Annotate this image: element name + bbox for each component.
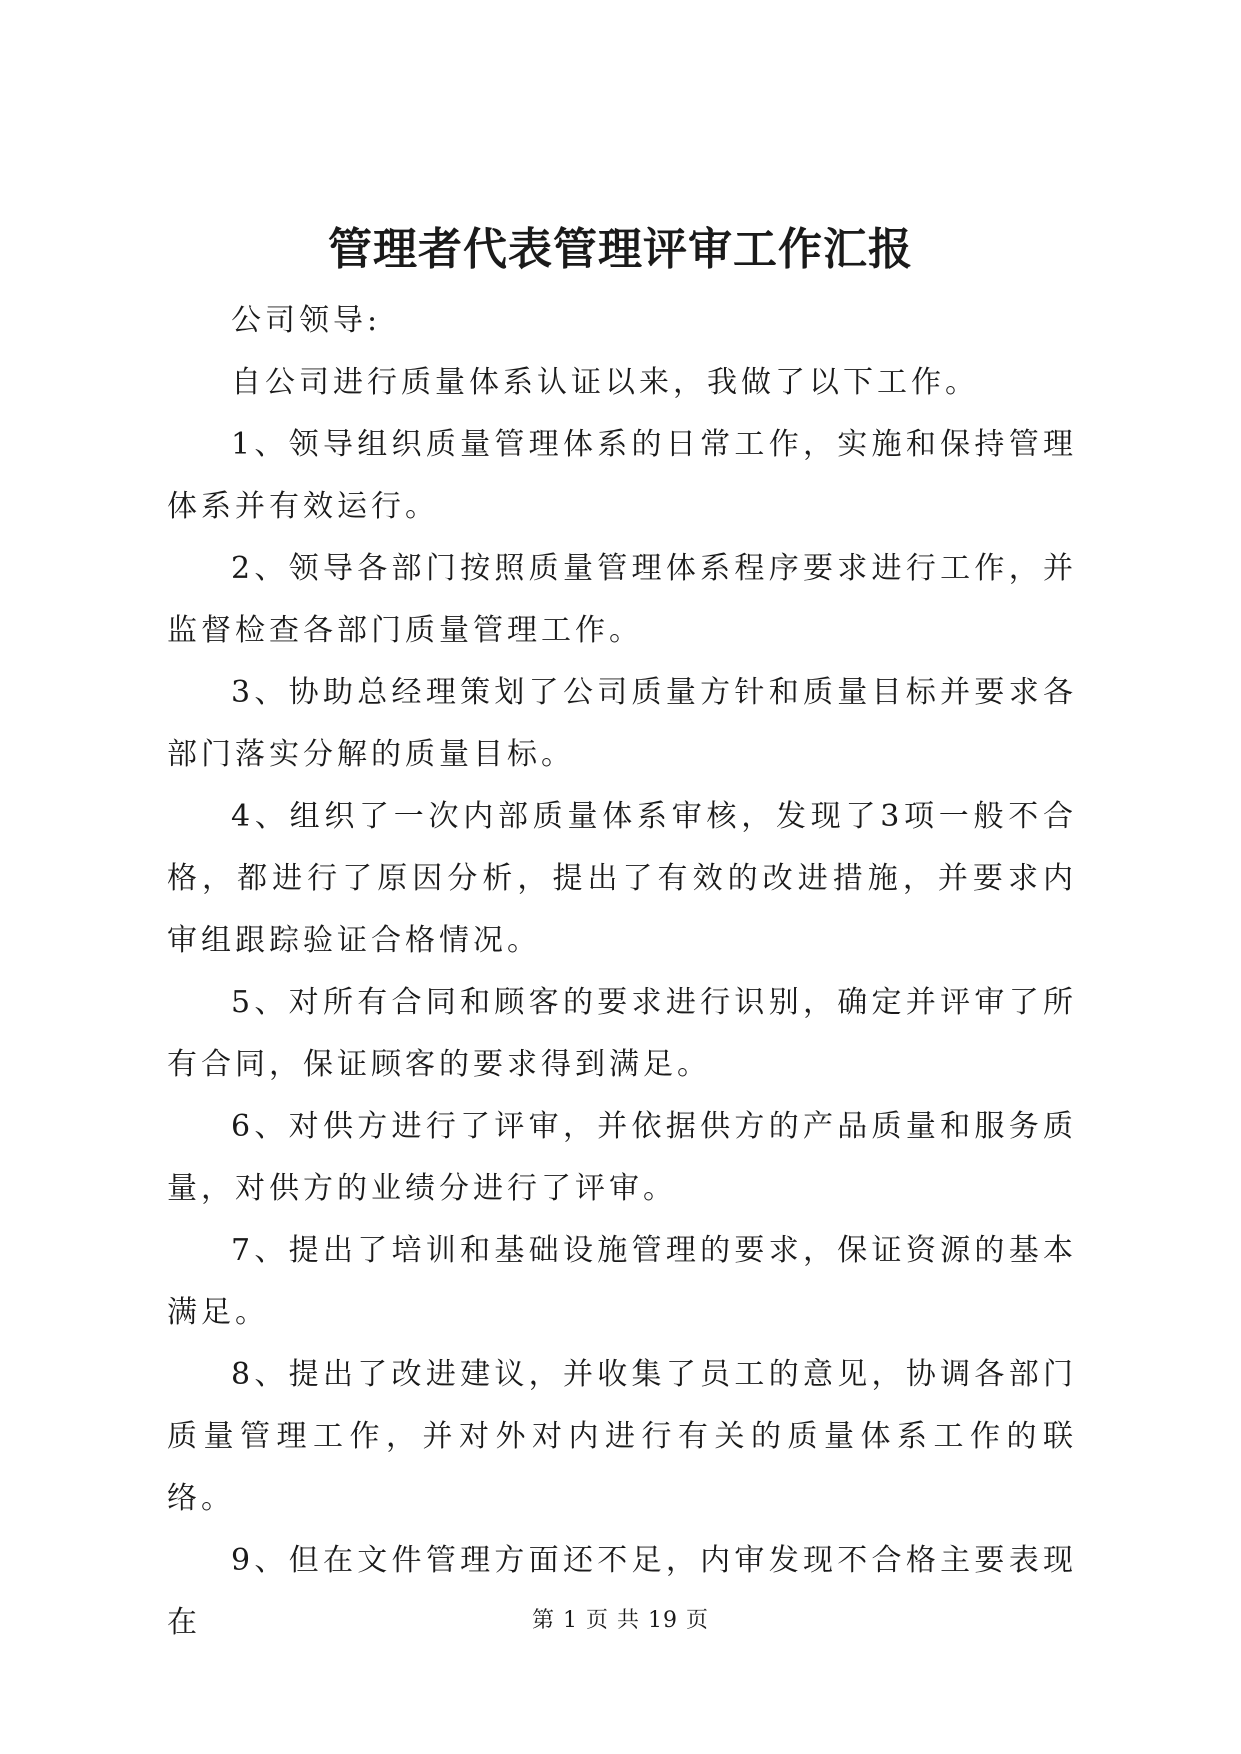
document-title: 管理者代表管理评审工作汇报 xyxy=(328,224,913,275)
page-number-footer: 第 1 页 共 19 页 xyxy=(532,1608,709,1633)
paragraph-item-4: 4、组织了一次内部质量体系审核，发现了3项一般不合格，都进行了原因分析，提出了有效的改进措施，并要求内审组跟踪验证合格情况。 xyxy=(167,799,1077,958)
paragraph-item-3: 3、协助总经理策划了公司质量方针和质量目标并要求各部门落实分解的质量目标。 xyxy=(167,675,1077,772)
paragraph-salutation: 公司领导: xyxy=(231,303,382,338)
paragraph-item-9: 9、但在文件管理方面还不足，内审发现不合格主要表现在 xyxy=(167,1543,1077,1640)
paragraph-item-6: 6、对供方进行了评审，并依据供方的产品质量和服务质量，对供方的业绩分进行了评审。 xyxy=(167,1109,1077,1206)
paragraph-item-8: 8、提出了改进建议，并收集了员工的意见，协调各部门质量管理工作，并对外对内进行有关的质量体系工作的联络。 xyxy=(167,1357,1077,1516)
document-body xyxy=(167,290,1077,1654)
paragraph-item-1: 1、领导组织质量管理体系的日常工作，实施和保持管理体系并有效运行。 xyxy=(167,427,1077,524)
paragraph-item-7: 7、提出了培训和基础设施管理的要求，保证资源的基本满足。 xyxy=(167,1233,1077,1330)
paragraph-intro: 自公司进行质量体系认证以来，我做了以下工作。 xyxy=(231,365,979,400)
paragraph-item-2: 2、领导各部门按照质量管理体系程序要求进行工作，并监督检查各部门质量管理工作。 xyxy=(167,551,1077,648)
paragraph-item-5: 5、对所有合同和顾客的要求进行识别，确定并评审了所有合同，保证顾客的要求得到满足。 xyxy=(167,985,1077,1082)
